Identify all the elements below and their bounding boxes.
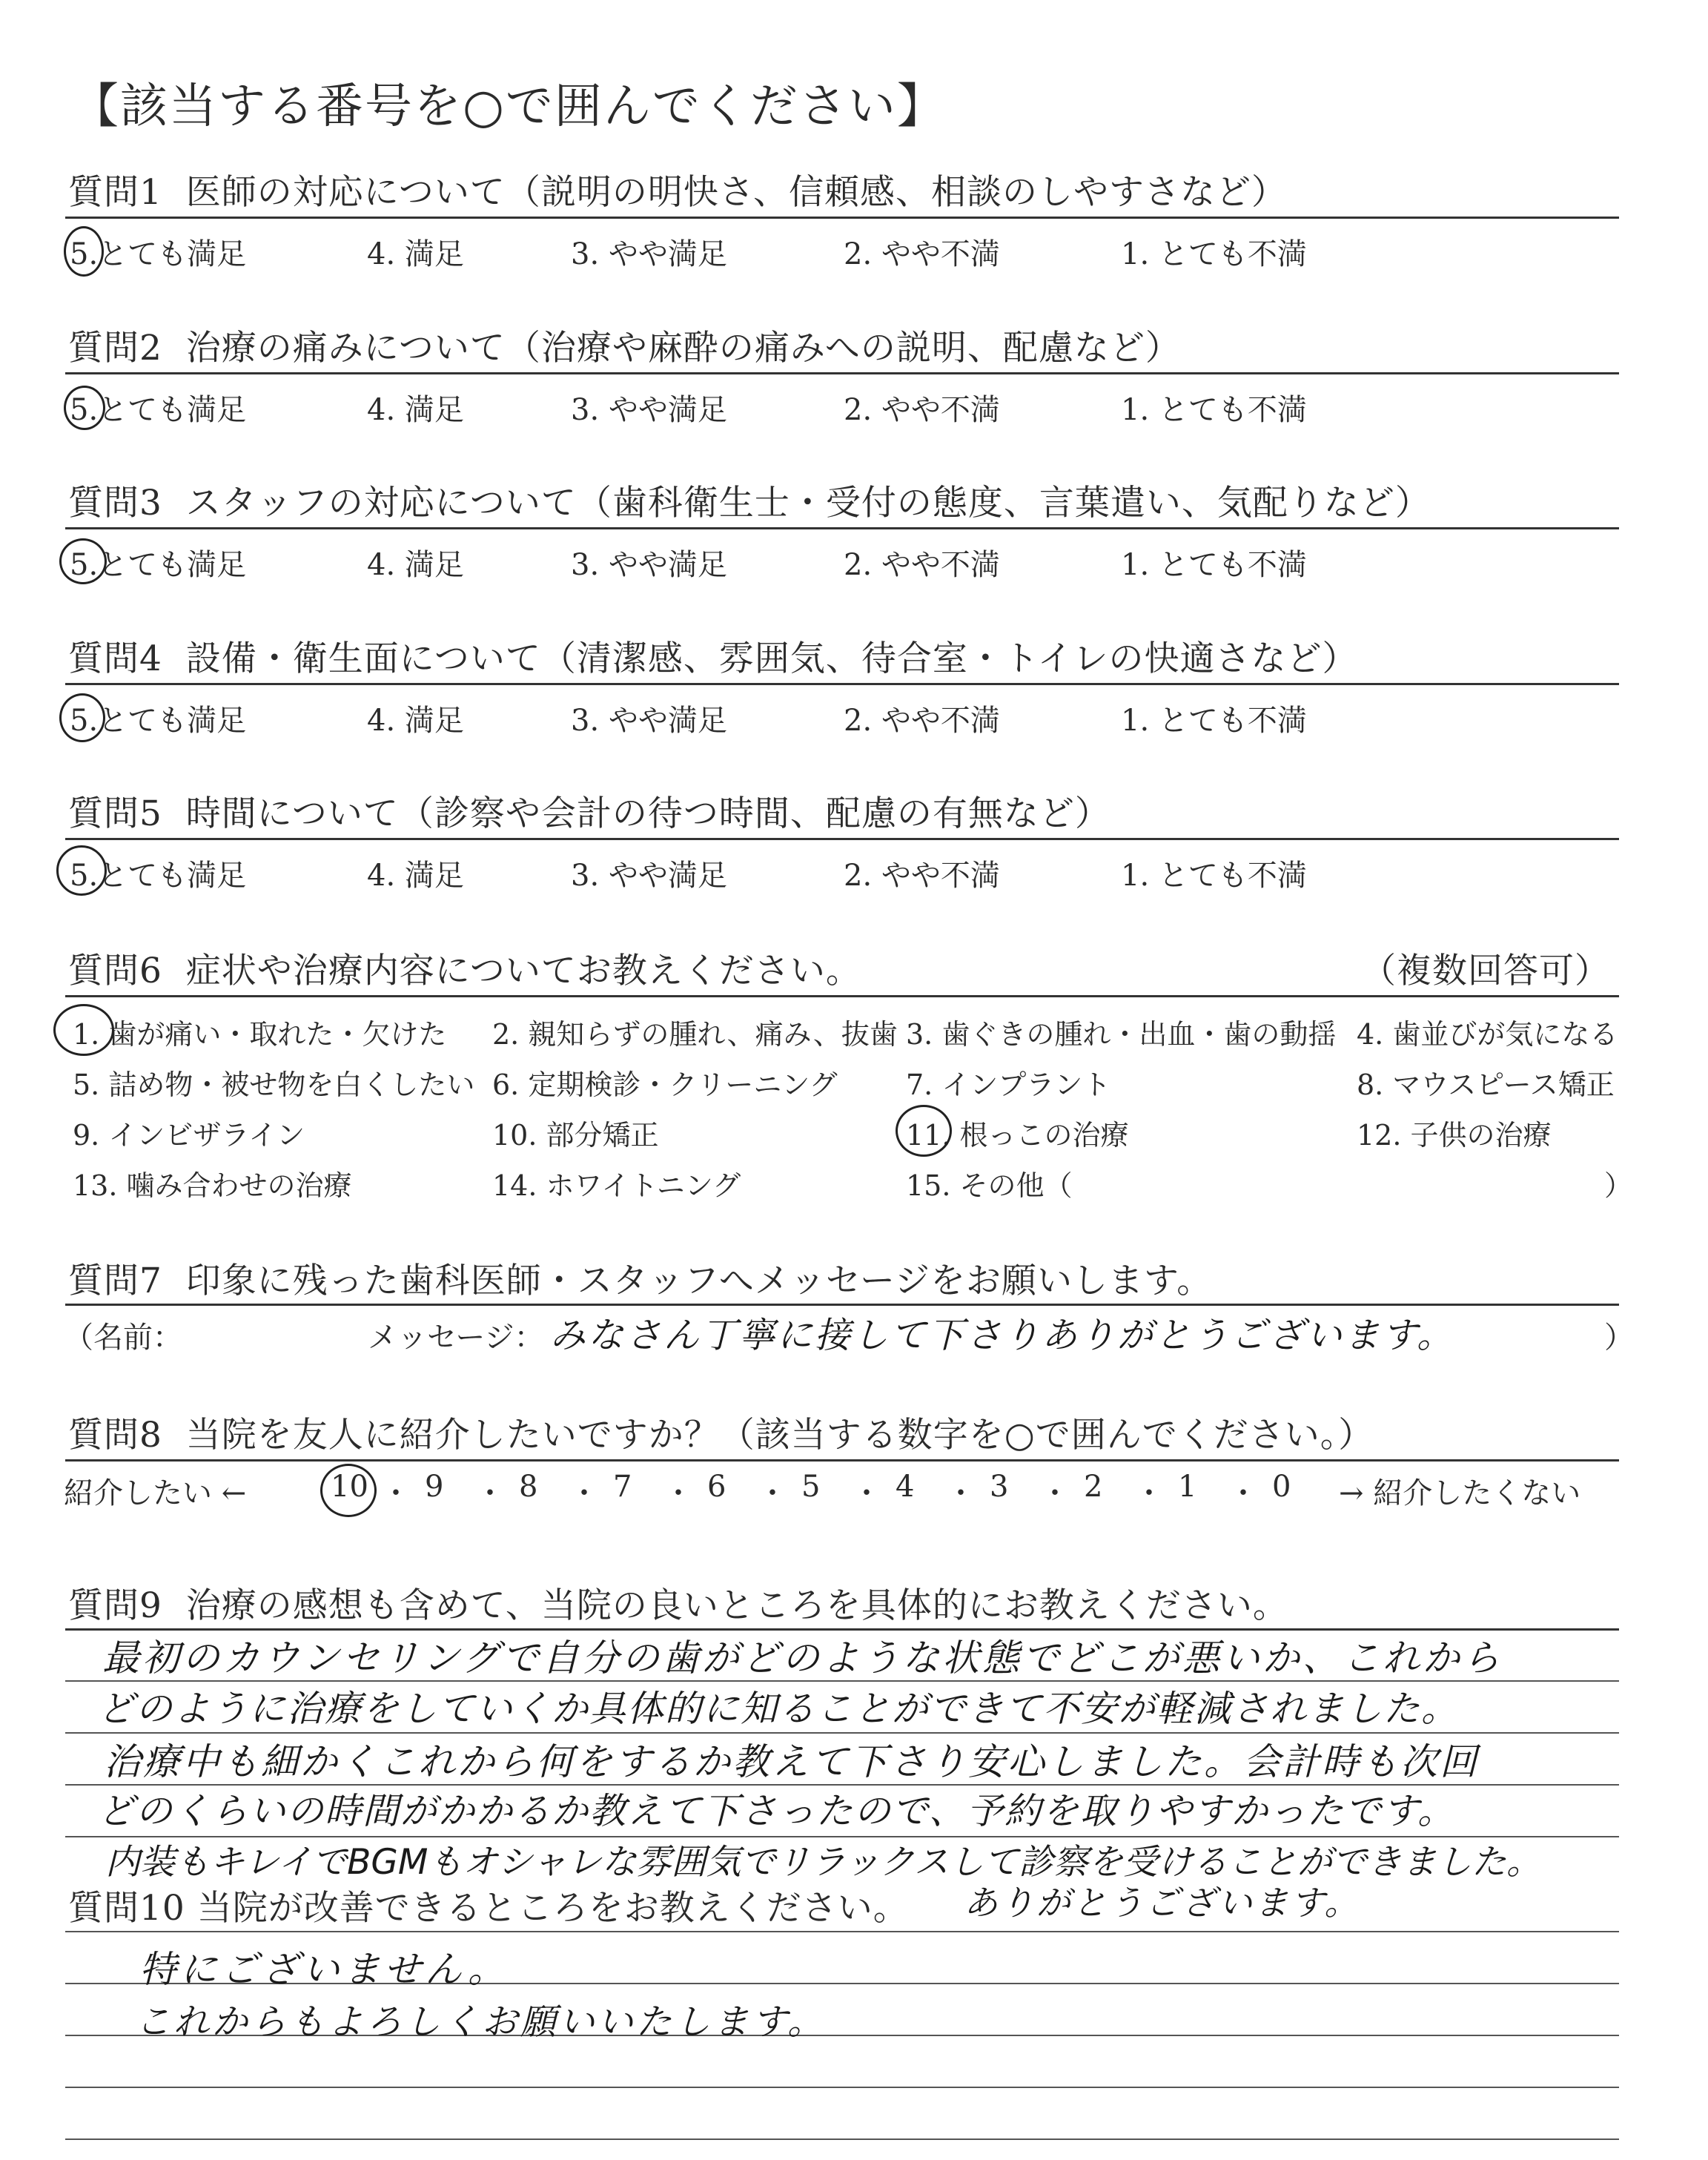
q3-rule <box>65 527 1619 529</box>
q10-rule-5 <box>65 2138 1619 2140</box>
q1-option-3[interactable]: 3. やや満足 <box>571 237 727 271</box>
q8-scale-option[interactable]: 0 <box>1272 1470 1291 1504</box>
q8-text: 当院を友人に紹介したいですか？（該当する数字を○で囲んでください。） <box>185 1415 1374 1456</box>
q7-message-handwritten[interactable]: みなさん丁寧に接して下さりありがとうございます。 <box>550 1315 1455 1356</box>
q6-option-5[interactable]: 5. 詰め物・被せ物を白くしたい <box>73 1069 475 1101</box>
q2-option-3[interactable]: 3. やや満足 <box>571 393 727 427</box>
q3-option-2[interactable]: 2. やや不満 <box>844 548 1000 582</box>
q7-text: 印象に残った歯科医師・スタッフへメッセージをお願いします。 <box>185 1261 1213 1301</box>
q5-rule <box>65 838 1619 840</box>
q10-rule-1 <box>65 1931 1619 1932</box>
q8-scale-separator: ・ <box>569 1476 599 1510</box>
q1-label: 質問1 <box>68 172 162 213</box>
q2-option-2[interactable]: 2. やや不満 <box>844 393 1000 427</box>
q8-scale-option[interactable]: 9 <box>425 1470 444 1504</box>
q3-heading <box>68 475 1431 525</box>
q3-label: 質問3 <box>68 483 162 524</box>
q6-heading <box>68 943 861 993</box>
q6-option-12[interactable]: 12. 子供の治療 <box>1357 1119 1552 1152</box>
q1-option-4[interactable]: 4. 満足 <box>367 237 464 271</box>
q6-option-7[interactable]: 7. インプラント <box>906 1069 1111 1101</box>
q5-heading <box>68 786 1110 836</box>
q8-scale-option[interactable]: 1 <box>1178 1470 1197 1504</box>
q8-scale-option[interactable]: 4 <box>896 1470 915 1504</box>
q7-rule <box>65 1304 1619 1306</box>
q8-scale-separator: ・ <box>381 1476 411 1510</box>
q2-selection-circle <box>64 386 105 430</box>
q7-label: 質問7 <box>68 1261 162 1301</box>
q4-heading <box>68 631 1358 681</box>
q9-answer-line-4[interactable]: どのくらいの時間がかかるか教えて下さったので、予約を取りやすかったです。 <box>98 1790 1456 1832</box>
q6-option-2[interactable]: 2. 親知らずの腫れ、痛み、抜歯 <box>492 1018 898 1051</box>
q6-option-14[interactable]: 14. ホワイトニング <box>492 1169 741 1202</box>
q8-scale-option[interactable]: 3 <box>990 1470 1009 1504</box>
q5-option-5[interactable]: 5.とても満足 <box>70 859 247 893</box>
q6-option-1[interactable]: 1. 歯が痛い・取れた・欠けた <box>73 1018 447 1051</box>
q9-answer-line-5[interactable]: 内装もキレイでBGMもオシャレな雰囲気でリラックスして診察を受けることができました。 <box>105 1842 1542 1883</box>
q5-option-4[interactable]: 4. 満足 <box>367 859 464 893</box>
q5-selection-circle <box>56 845 107 896</box>
q9-answer-line-2[interactable]: どのように治療をしていくか具体的に知ることができて不安が軽減されました。 <box>98 1688 1460 1730</box>
q10-answer-line-2[interactable]: これからもよろしくお願いいたします。 <box>135 2001 827 2043</box>
q6-option-15[interactable]: 15. その他（ <box>906 1169 1073 1202</box>
q5-text: 時間について（診察や会計の待つ時間、配慮の有無など） <box>185 793 1110 834</box>
q8-right-label: → 紹介したくない <box>1339 1476 1581 1510</box>
q7-message-label: メッセージ： <box>368 1321 544 1355</box>
q10-label: 質問10 <box>68 1888 185 1929</box>
q8-scale-option[interactable]: 10 <box>331 1470 368 1504</box>
q2-option-5[interactable]: 5.とても満足 <box>70 393 247 427</box>
q1-selection-circle <box>64 226 104 277</box>
q6-selection-circle-11 <box>896 1105 952 1157</box>
q1-rule <box>65 217 1619 219</box>
q3-option-4[interactable]: 4. 満足 <box>367 548 464 582</box>
q8-scale-separator: ・ <box>475 1476 505 1510</box>
q8-scale-separator: ・ <box>758 1476 787 1510</box>
q5-option-2[interactable]: 2. やや不満 <box>844 859 1000 893</box>
q3-option-3[interactable]: 3. やや満足 <box>571 548 727 582</box>
form-title: 【該当する番号を○で囲んでください】 <box>71 79 946 134</box>
q7-name-label: （名前： <box>64 1321 182 1355</box>
q9-answer-line-6[interactable]: ありがとうございます。 <box>964 1883 1361 1923</box>
q3-option-5[interactable]: 5.とても満足 <box>70 548 247 582</box>
q6-option-15-close: ） <box>1604 1169 1633 1202</box>
q8-scale-option[interactable]: 5 <box>801 1470 821 1504</box>
q4-label: 質問4 <box>68 638 162 679</box>
q8-selection-circle <box>320 1464 377 1517</box>
q5-option-3[interactable]: 3. やや満足 <box>571 859 727 893</box>
q2-heading <box>68 320 1181 370</box>
q9-heading <box>68 1578 1288 1628</box>
q1-option-5[interactable]: 5.とても満足 <box>70 237 247 271</box>
q1-option-2[interactable]: 2. やや不満 <box>844 237 1000 271</box>
q4-option-1[interactable]: 1. とても不満 <box>1121 704 1307 738</box>
q8-scale-separator: ・ <box>663 1476 693 1510</box>
q2-rule <box>65 372 1619 374</box>
q4-option-5[interactable]: 5.とても満足 <box>70 704 247 738</box>
q1-heading <box>68 165 1287 214</box>
q8-scale-option[interactable]: 2 <box>1084 1470 1103 1504</box>
q1-text: 医師の対応について（説明の明快さ、信頼感、相談のしやすさなど） <box>185 172 1287 213</box>
q4-option-4[interactable]: 4. 満足 <box>367 704 464 738</box>
q6-option-13[interactable]: 13. 噛み合わせの治療 <box>73 1169 352 1202</box>
q4-selection-circle <box>59 693 105 742</box>
q5-option-1[interactable]: 1. とても不満 <box>1121 859 1307 893</box>
q2-option-1[interactable]: 1. とても不満 <box>1121 393 1307 427</box>
q2-label: 質問2 <box>68 328 162 369</box>
q10-text: 当院が改善できるところをお教えください。 <box>196 1888 909 1929</box>
q6-option-4[interactable]: 4. 歯並びが気になる <box>1357 1018 1618 1051</box>
q8-scale-separator: ・ <box>852 1476 881 1510</box>
q8-scale-separator: ・ <box>1040 1476 1070 1510</box>
q7-message-close: ） <box>1604 1321 1634 1355</box>
q2-option-4[interactable]: 4. 満足 <box>367 393 464 427</box>
q8-label: 質問8 <box>68 1415 162 1456</box>
q3-selection-circle <box>59 538 107 584</box>
q3-option-1[interactable]: 1. とても不満 <box>1121 548 1307 582</box>
q6-option-9[interactable]: 9. インビザライン <box>73 1119 305 1152</box>
q8-left-label: 紹介したい ← <box>64 1476 247 1510</box>
q8-heading <box>68 1407 1374 1457</box>
q8-scale-option[interactable]: 8 <box>519 1470 538 1504</box>
q7-heading <box>68 1253 1212 1303</box>
q6-option-8[interactable]: 8. マウスピース矯正 <box>1357 1069 1615 1101</box>
q1-option-1[interactable]: 1. とても不満 <box>1121 237 1307 271</box>
q8-rule <box>65 1459 1619 1462</box>
q6-label: 質問6 <box>68 951 162 991</box>
q4-option-3[interactable]: 3. やや満足 <box>571 704 727 738</box>
q2-text: 治療の痛みについて（治療や麻酔の痛みへの説明、配慮など） <box>185 328 1181 369</box>
q10-rule-4 <box>65 2087 1619 2088</box>
q9-text: 治療の感想も含めて、当院の良いところを具体的にお教えください。 <box>185 1585 1288 1626</box>
q6-note: （複数回答可） <box>1361 951 1610 991</box>
q10-answer-line-1[interactable]: 特にございません。 <box>139 1948 509 1991</box>
q8-scale-option[interactable]: 6 <box>707 1470 726 1504</box>
q8-scale-separator: ・ <box>1134 1476 1164 1510</box>
q4-text: 設備・衛生面について（清潔感、雰囲気、待合室・トイレの快適さなど） <box>185 638 1358 679</box>
q9-answer-line-1[interactable]: 最初のカウンセリングで自分の歯がどのような状態でどこが悪いか、これから <box>102 1636 1503 1680</box>
q6-option-11[interactable]: 11. 根っこの治療 <box>906 1119 1129 1152</box>
q6-option-6[interactable]: 6. 定期検診・クリーニング <box>492 1069 838 1101</box>
q4-rule <box>65 683 1619 685</box>
q4-option-2[interactable]: 2. やや不満 <box>844 704 1000 738</box>
q10-heading <box>68 1880 909 1930</box>
q8-scale-separator: ・ <box>1228 1476 1258 1510</box>
q8-scale-option[interactable]: 7 <box>613 1470 632 1504</box>
q6-option-3[interactable]: 3. 歯ぐきの腫れ・出血・歯の動揺 <box>906 1018 1337 1051</box>
q6-text: 症状や治療内容についてお教えください。 <box>185 951 861 991</box>
q6-selection-circle-1 <box>53 1004 114 1056</box>
q8-scale-separator: ・ <box>946 1476 976 1510</box>
q6-rule <box>65 995 1619 997</box>
q9-label: 質問9 <box>68 1585 162 1626</box>
q6-option-10[interactable]: 10. 部分矯正 <box>492 1119 659 1152</box>
q5-label: 質問5 <box>68 793 162 834</box>
q3-text: スタッフの対応について（歯科衛生士・受付の態度、言葉遣い、気配りなど） <box>185 483 1431 524</box>
q9-answer-line-3[interactable]: 治療中も細かくこれから何をするか教えて下さり安心しました。会計時も次回 <box>104 1740 1479 1783</box>
